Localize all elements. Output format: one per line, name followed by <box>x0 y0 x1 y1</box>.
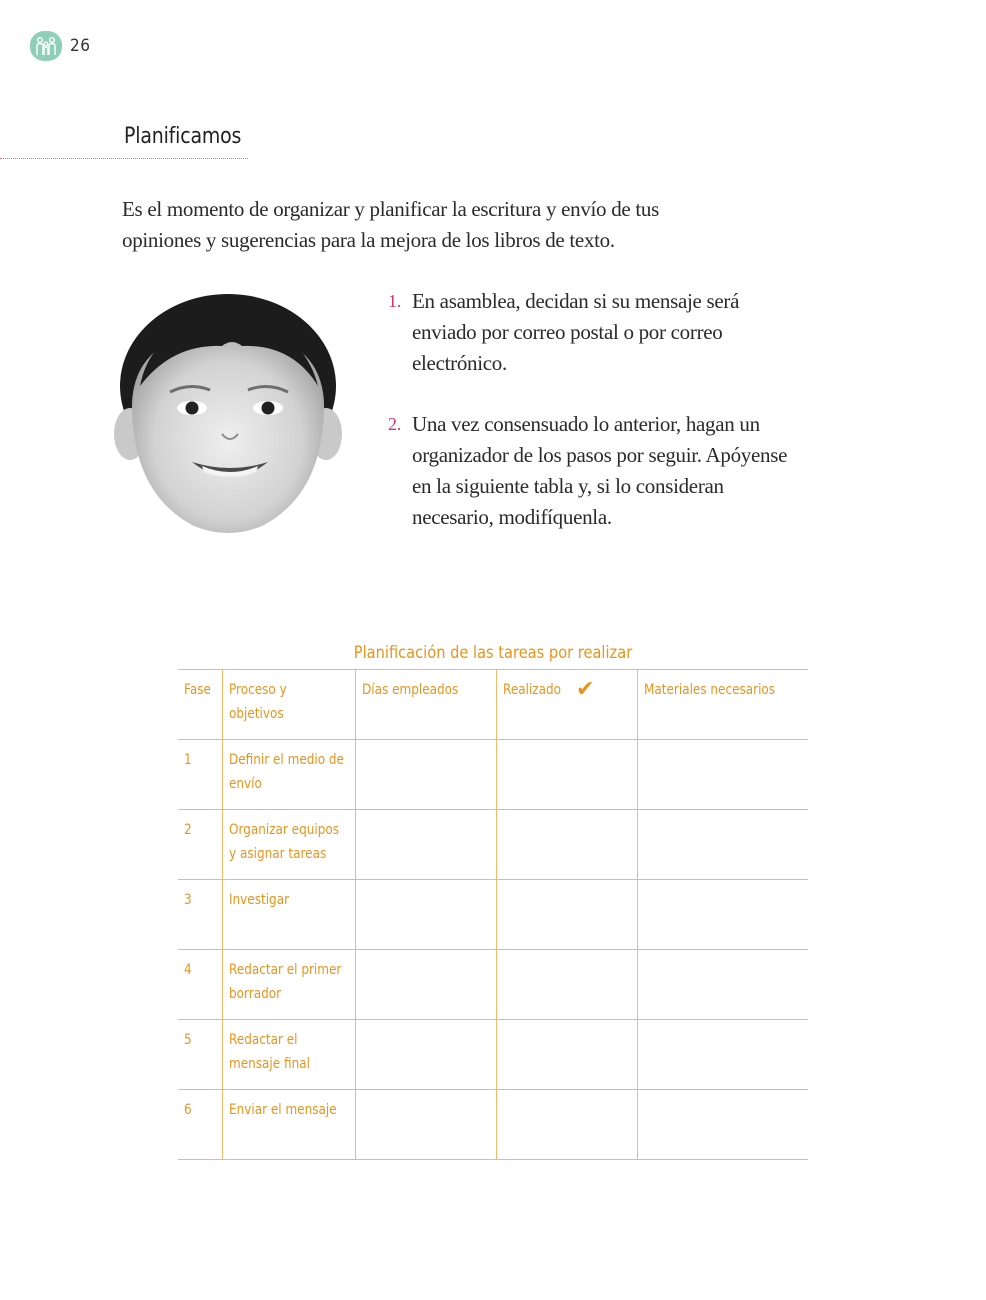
cell-dias[interactable] <box>355 950 496 1020</box>
cell-materiales[interactable] <box>637 880 808 950</box>
planning-table <box>178 669 808 1160</box>
cell-realizado[interactable] <box>496 740 637 810</box>
cell-dias[interactable] <box>355 880 496 950</box>
table-row <box>178 1020 808 1090</box>
cell-proceso: Redactar el mensaje final <box>222 1020 355 1090</box>
cell-dias[interactable] <box>355 1090 496 1160</box>
section-title: Planificamos <box>124 124 242 149</box>
cell-realizado[interactable] <box>496 810 637 880</box>
cell-materiales[interactable] <box>637 1090 808 1160</box>
cell-proceso: Enviar el mensaje <box>222 1090 355 1160</box>
step-text: Una vez consensuado lo anterior, hagan un organizador de los pasos por seguir. Apóyense en la siguiente tabla y, si lo consideran necesario, modifíquenla. <box>412 412 788 529</box>
cell-materiales[interactable] <box>637 1020 808 1090</box>
table-row <box>178 950 808 1020</box>
cell-realizado[interactable] <box>496 1020 637 1090</box>
cell-realizado[interactable] <box>496 1090 637 1160</box>
cell-proceso: Investigar <box>222 880 355 950</box>
cell-materiales[interactable] <box>637 810 808 880</box>
cell-fase: 2 <box>178 810 222 880</box>
header-dias: Días empleados <box>355 670 496 740</box>
child-portrait <box>112 294 344 538</box>
cell-materiales[interactable] <box>637 740 808 810</box>
cell-fase: 6 <box>178 1090 222 1160</box>
cell-proceso: Redactar el primer borrador <box>222 950 355 1020</box>
page-header <box>30 31 90 61</box>
header-proceso: Proceso y objetivos <box>222 670 355 740</box>
step-item <box>388 409 808 533</box>
header-materiales: Materiales necesarios <box>637 670 808 740</box>
cell-proceso: Organizar equipos y asignar tareas <box>222 810 355 880</box>
cell-fase: 1 <box>178 740 222 810</box>
table-row <box>178 810 808 880</box>
cell-proceso: Definir el medio de envío <box>222 740 355 810</box>
step-item <box>388 286 808 379</box>
step-number: 2. <box>388 414 401 434</box>
cell-dias[interactable] <box>355 810 496 880</box>
cell-materiales[interactable] <box>637 950 808 1020</box>
table-row <box>178 1090 808 1160</box>
cell-realizado[interactable] <box>496 950 637 1020</box>
checkmark-icon: ✔ <box>575 677 595 702</box>
header-fase: Fase <box>178 670 222 740</box>
table-row <box>178 740 808 810</box>
header-realizado: Realizado ✔ <box>496 670 637 740</box>
step-number: 1. <box>388 291 401 311</box>
table-title: Planificación de las tareas por realizar <box>353 643 633 663</box>
table-header-row <box>178 670 808 740</box>
cell-fase: 4 <box>178 950 222 1020</box>
family-icon <box>30 31 62 61</box>
cell-fase: 3 <box>178 880 222 950</box>
title-divider <box>0 158 248 159</box>
table-row <box>178 880 808 950</box>
step-text: En asamblea, decidan si su mensaje será enviado por correo postal o por correo electrónico. <box>412 289 740 375</box>
cell-dias[interactable] <box>355 1020 496 1090</box>
cell-fase: 5 <box>178 1020 222 1090</box>
intro-paragraph: Es el momento de organizar y planificar la escritura y envío de tus opiniones y sugerencias para la mejora de los libros de texto. <box>122 197 659 252</box>
cell-realizado[interactable] <box>496 880 637 950</box>
steps-list <box>388 286 808 563</box>
page-number: 26 <box>70 36 91 56</box>
cell-dias[interactable] <box>355 740 496 810</box>
family-icon-graphic <box>34 35 58 57</box>
